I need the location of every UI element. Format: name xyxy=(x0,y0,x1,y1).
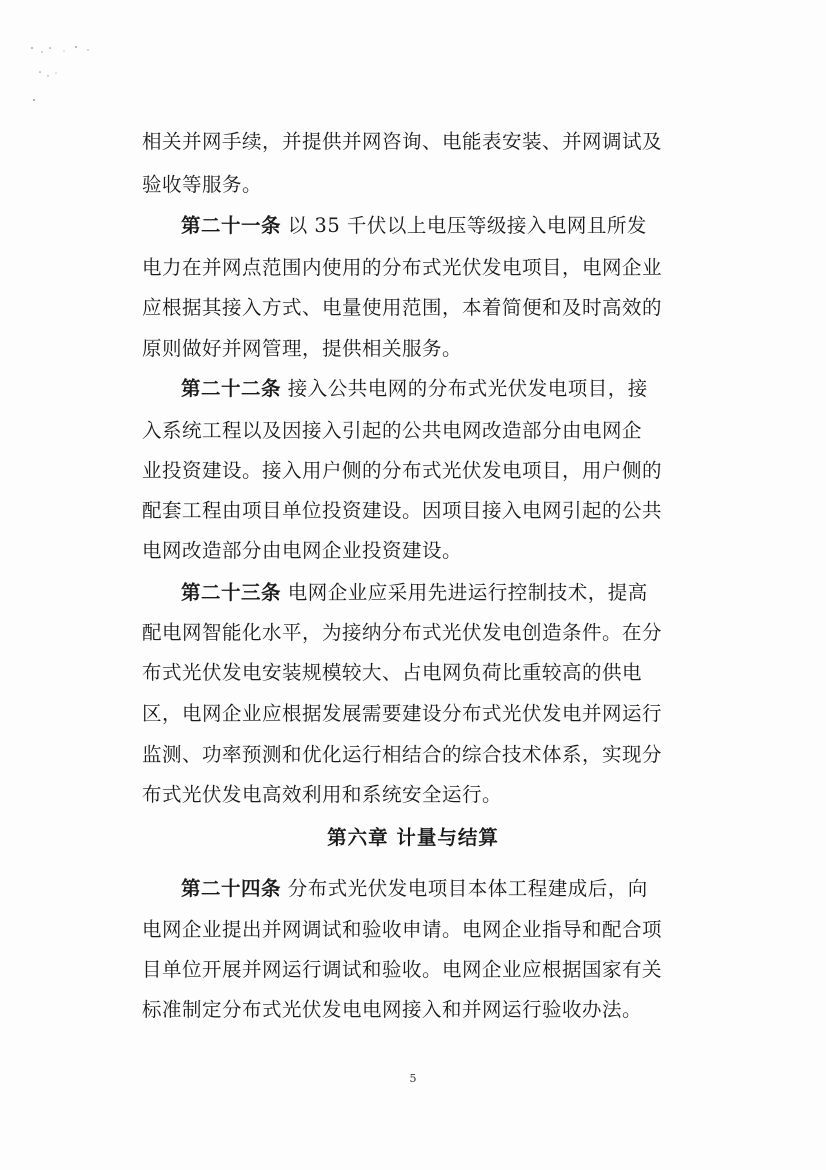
text-line xyxy=(142,418,642,444)
article-number: 第二十四条 xyxy=(181,877,282,900)
text-segment: 监测、功率预测和优化运行相结合的综合技术体系，实现分 xyxy=(142,743,663,766)
text-segment: 布式光伏发电安装规模较大、占电网负荷比重较高的供电 xyxy=(142,661,643,684)
text-line xyxy=(142,997,642,1023)
article-number: 第二十三条 xyxy=(181,581,282,604)
text-line xyxy=(142,538,642,564)
text-segment: 配电网智能化水平，为接纳分布式光伏发电创造条件。在分 xyxy=(142,621,663,644)
text-segment: 验收等服务。 xyxy=(142,173,263,196)
text-segment: 电力在并网点范围内使用的分布式光伏发电项目，电网企业 xyxy=(142,256,663,279)
text-segment: 分布式光伏发电项目本体工程建成后，向 xyxy=(281,877,648,900)
text-line xyxy=(142,336,642,362)
text-line xyxy=(142,701,663,727)
text-segment: 以 35 千伏以上电压等级接入电网且所发 xyxy=(281,214,647,237)
text-segment: 入系统工程以及因接入引起的公共电网改造部分由电网企 xyxy=(142,419,643,442)
text-line xyxy=(142,742,663,768)
text-line xyxy=(142,295,663,321)
text-line xyxy=(142,129,663,155)
text-segment: 电网改造部分由电网企业投资建设。 xyxy=(142,539,463,562)
text-segment: 布式光伏发电高效利用和系统安全运行。 xyxy=(142,783,503,806)
text-line xyxy=(142,620,663,646)
text-line xyxy=(142,782,642,808)
text-segment: 区，电网企业应根据发展需要建设分布式光伏发电并网运行 xyxy=(142,702,663,725)
text-line xyxy=(142,255,663,281)
text-segment: 接入公共电网的分布式光伏发电项目，接 xyxy=(281,377,648,400)
text-segment: 电网企业应采用先进运行控制技术，提高 xyxy=(281,581,648,604)
chapter-heading: 第六章 计量与结算 xyxy=(327,826,499,849)
text-segment: 电网企业提出并网调试和验收申请。电网企业指导和配合项 xyxy=(142,918,663,941)
text-line xyxy=(142,172,642,198)
article-number: 第二十一条 xyxy=(181,214,282,237)
page-number: 5 xyxy=(409,1072,417,1085)
text-segment: 相关并网手续，并提供并网咨询、电能表安装、并网调试及 xyxy=(142,130,663,153)
text-segment: 标准制定分布式光伏发电电网接入和并网运行验收办法。 xyxy=(142,998,643,1021)
text-segment: 应根据其接入方式、电量使用范围，本着简便和及时高效的 xyxy=(142,296,663,319)
text-segment: 配套工程由项目单位投资建设。因项目接入电网引起的公共 xyxy=(142,499,663,522)
article-24-first-line xyxy=(181,876,648,902)
text-line xyxy=(142,458,663,484)
text-segment: 原则做好并网管理，提供相关服务。 xyxy=(142,337,463,360)
text-line xyxy=(142,957,663,983)
text-segment: 目单位开展并网运行调试和验收。电网企业应根据国家有关 xyxy=(142,958,663,981)
scan-speckle-marks xyxy=(28,42,108,112)
text-line xyxy=(142,660,642,686)
article-23-first-line xyxy=(181,580,648,606)
article-21-first-line xyxy=(181,213,647,239)
article-22-first-line xyxy=(181,376,648,402)
text-line xyxy=(142,498,663,524)
text-line xyxy=(142,917,663,943)
text-segment: 业投资建设。接入用户侧的分布式光伏发电项目，用户侧的 xyxy=(142,459,663,482)
article-number: 第二十二条 xyxy=(181,377,282,400)
